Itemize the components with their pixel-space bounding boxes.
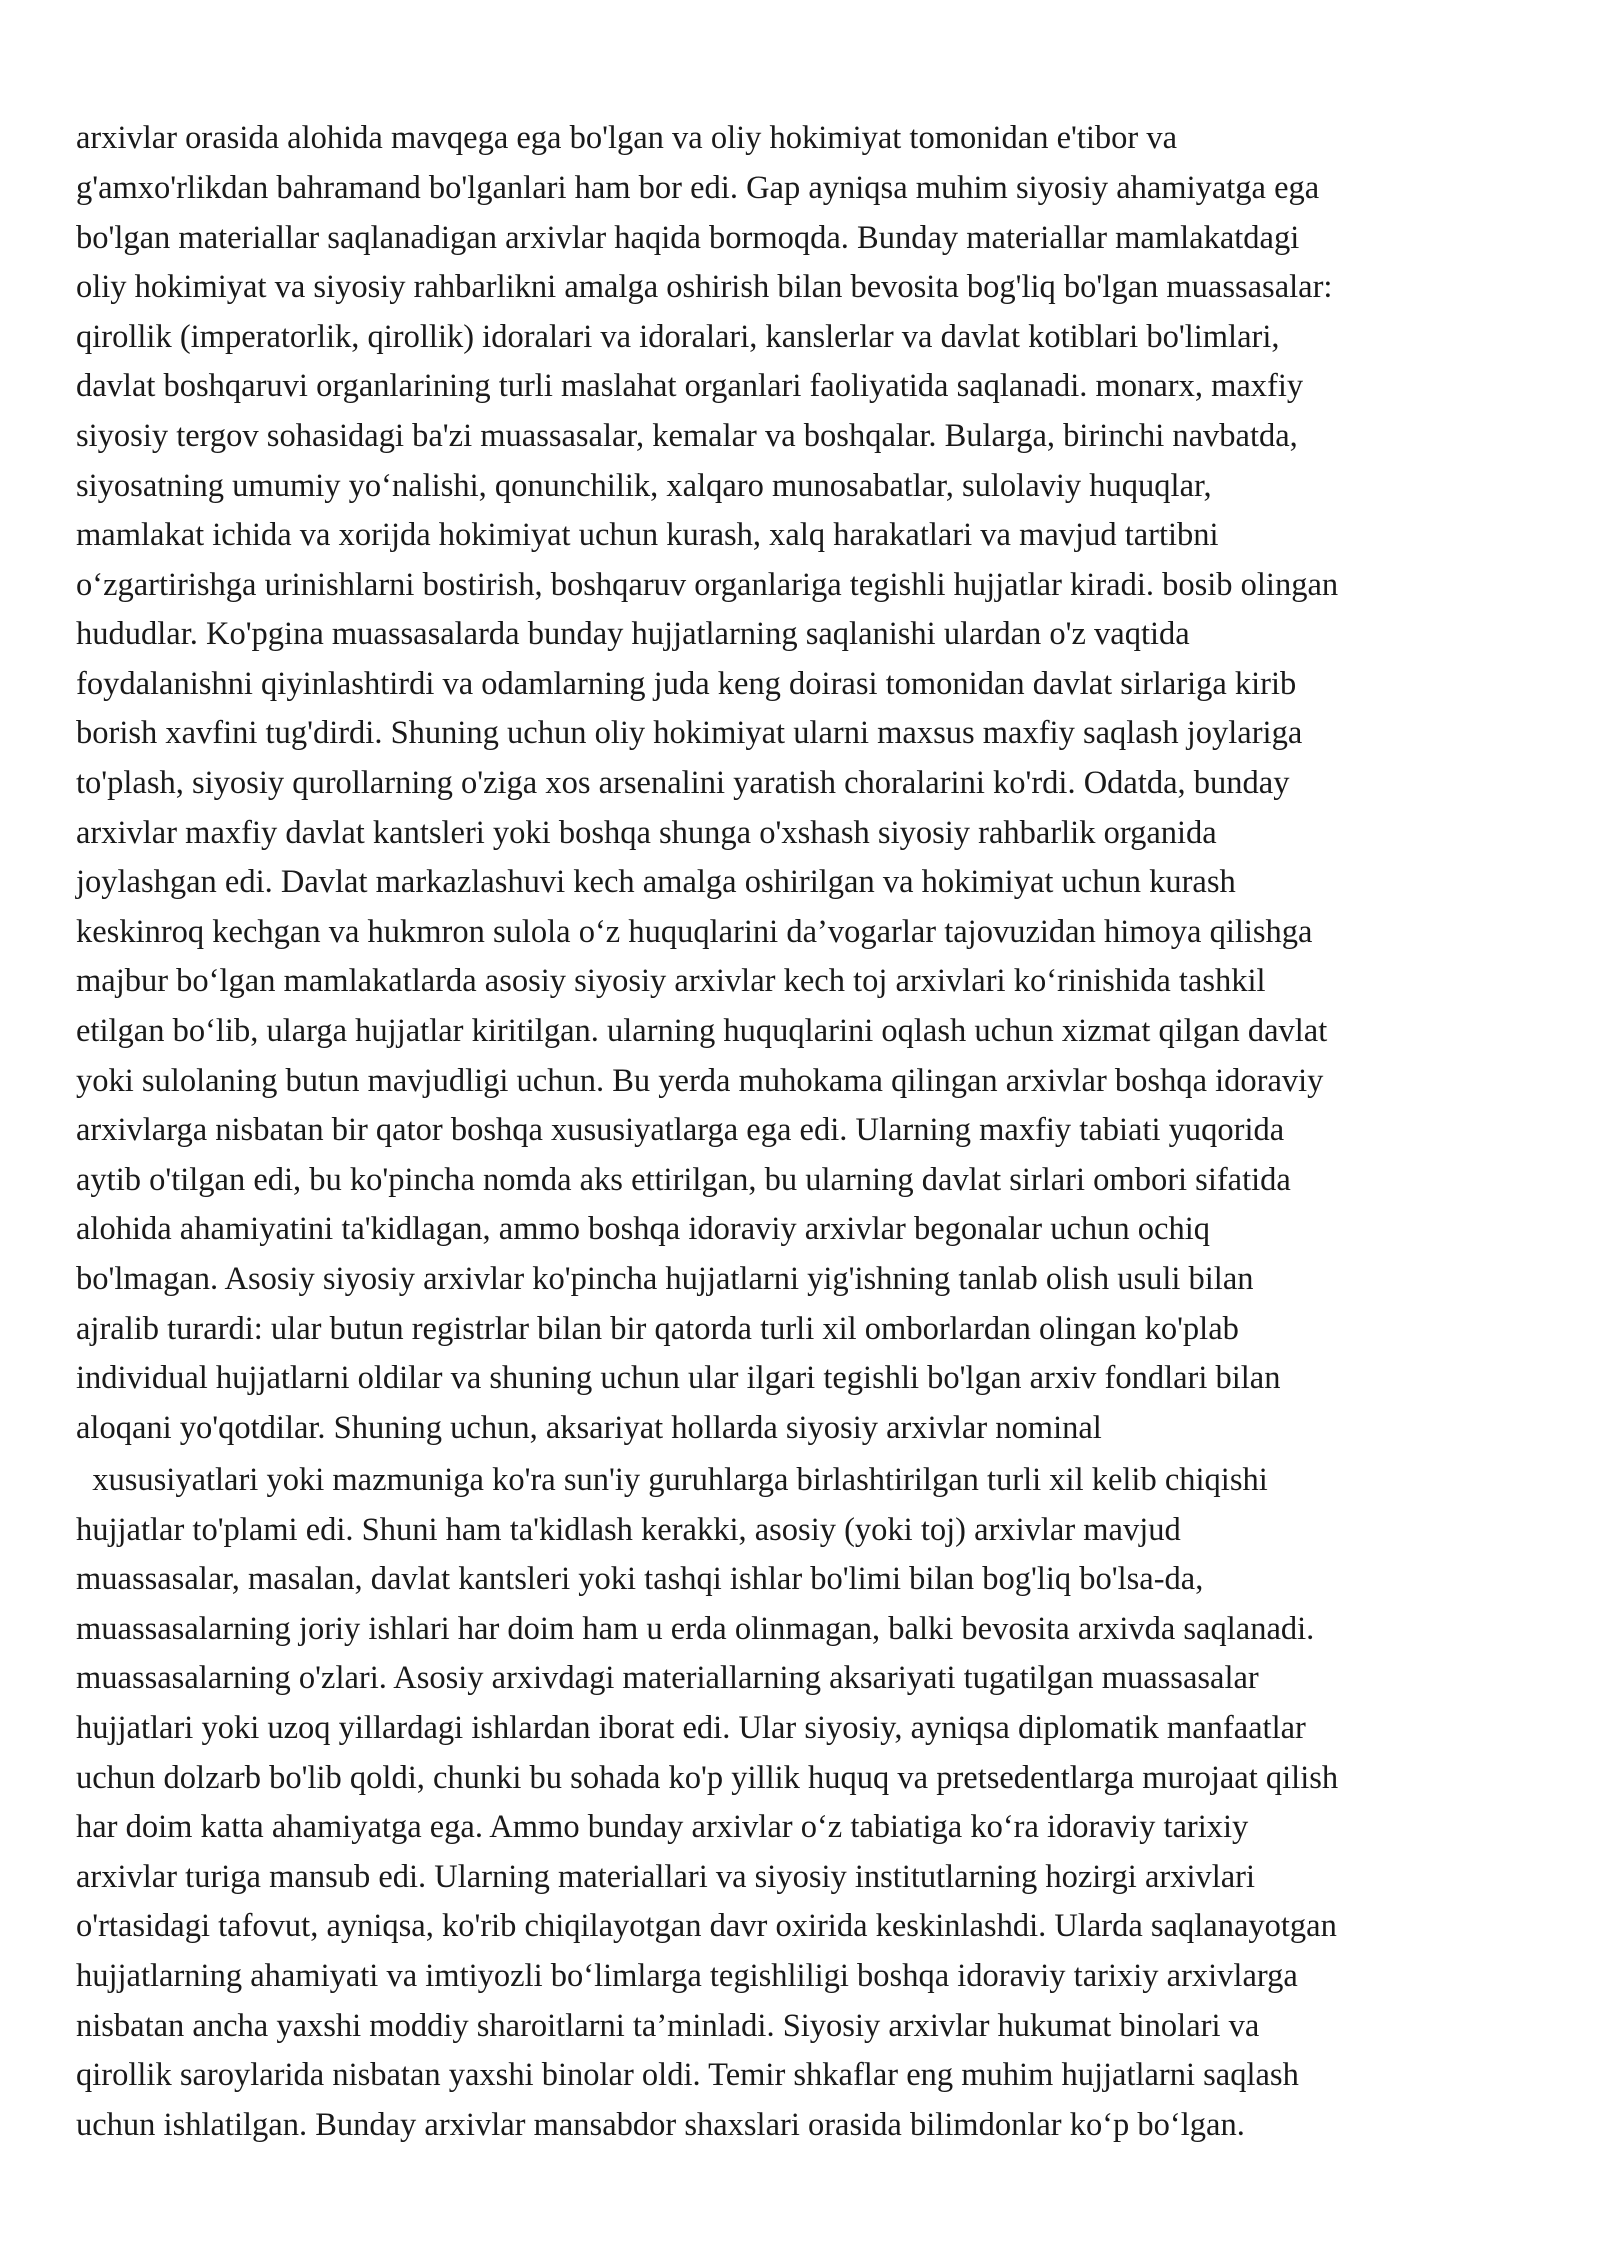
text-line: o'rtasidagi tafovut, ayniqsa, ko'rib chiqilayotgan davr oxirida keskinlashdi. Ularda saqlanayotgan (76, 1908, 1337, 1944)
text-line: xususiyatlari yoki mazmuniga ko'ra sun'iy guruhlarga birlashtirilgan turli xil kelib chiqishi (76, 1462, 1268, 1498)
text-line: aytib o'tilgan edi, bu ko'pincha nomda aks ettirilgan, bu ularning davlat sirlari ombori sifatida (76, 1162, 1291, 1198)
text-line: uchun dolzarb bo'lib qoldi, chunki bu sohada ko'p yillik huquq va pretsedentlarga murojaat qilish (76, 1760, 1339, 1796)
text-line: arxivlar orasida alohida mavqega ega bo'lgan va oliy hokimiyat tomonidan e'tibor va (76, 120, 1178, 156)
text-line: arxivlar maxfiy davlat kantsleri yoki boshqa shunga o'xshash siyosiy rahbarlik organida (76, 815, 1217, 851)
text-line: siyosiy tergov sohasidagi ba'zi muassasalar, kemalar va boshqalar. Bularga, birinchi navbatda, (76, 418, 1298, 454)
text-line: nisbatan ancha yaxshi moddiy sharoitlarni ta’minladi. Siyosiy arxivlar hukumat binolari va (76, 2008, 1260, 2044)
text-line: etilgan bo‘lib, ularga hujjatlar kiritilgan. ularning huquqlarini oqlash uchun xizmat qilgan davlat (76, 1013, 1328, 1049)
text-line: aloqani yo'qotdilar. Shuning uchun, aksariyat hollarda siyosiy arxivlar nominal (76, 1410, 1102, 1446)
text-line: o‘zgartirishga urinishlarni bostirish, boshqaruv organlariga tegishli hujjatlar kiradi. bosib olingan (76, 567, 1339, 603)
text-line: siyosatning umumiy yo‘nalishi, qonunchilik, xalqaro munosabatlar, sulolaviy huquqlar, (76, 468, 1212, 504)
text-line: davlat boshqaruvi organlarining turli maslahat organlari faoliyatida saqlanadi. monarx, maxfiy (76, 368, 1304, 404)
text-line: foydalanishni qiyinlashtirdi va odamlarning juda keng doirasi tomonidan davlat sirlariga kirib (76, 666, 1297, 702)
text-line: hujjatlar to'plami edi. Shuni ham ta'kidlash kerakki, asosiy (yoki toj) arxivlar mavjud (76, 1512, 1181, 1548)
text-line: muassasalarning joriy ishlari har doim ham u erda olinmagan, balki bevosita arxivda saqlanadi. (76, 1611, 1315, 1647)
text-line: uchun ishlatilgan. Bunday arxivlar mansabdor shaxslari orasida bilimdonlar ko‘p bo‘lgan. (76, 2107, 1245, 2143)
text-line: arxivlar turiga mansub edi. Ularning materiallari va siyosiy institutlarning hozirgi arxivlari (76, 1859, 1256, 1895)
text-line: mamlakat ichida va xorijda hokimiyat uchun kurash, xalq harakatlari va mavjud tartibni (76, 517, 1219, 553)
text-line: arxivlarga nisbatan bir qator boshqa xususiyatlarga ega edi. Ularning maxfiy tabiati yuqorida (76, 1112, 1285, 1148)
text-line: har doim katta ahamiyatga ega. Ammo bunday arxivlar o‘z tabiatiga ko‘ra idoraviy tarixiy (76, 1809, 1249, 1845)
text-line: qirollik (imperatorlik, qirollik) idoralari va idoralari, kanslerlar va davlat kotiblari bo'limlari, (76, 319, 1280, 355)
text-line: majbur bo‘lgan mamlakatlarda asosiy siyosiy arxivlar kech toj arxivlari ko‘rinishida tashkil (76, 963, 1266, 999)
text-line: to'plash, siyosiy qurollarning o'ziga xos arsenalini yaratish choralarini ko'rdi. Odatda, bunday (76, 765, 1290, 801)
text-line: keskinroq kechgan va hukmron sulola o‘z huquqlarini da’vogarlar tajovuzidan himoya qilishga (76, 914, 1313, 950)
text-line: oliy hokimiyat va siyosiy rahbarlikni amalga oshirish bilan bevosita bog'liq bo'lgan muassasalar: (76, 269, 1333, 305)
text-line: muassasalarning o'zlari. Asosiy arxivdagi materiallarning aksariyati tugatilgan muassasalar (76, 1660, 1259, 1696)
text-line: hududlar. Ko'pgina muassasalarda bunday hujjatlarning saqlanishi ulardan o'z vaqtida (76, 616, 1190, 652)
text-line: hujjatlarning ahamiyati va imtiyozli bo‘limlarga tegishliligi boshqa idoraviy tarixiy arxivlarga (76, 1958, 1298, 1994)
text-line: hujjatlari yoki uzoq yillardagi ishlardan iborat edi. Ular siyosiy, ayniqsa diplomatik manfaatlar (76, 1710, 1306, 1746)
text-line: alohida ahamiyatini ta'kidlagan, ammo boshqa idoraviy arxivlar begonalar uchun ochiq (76, 1211, 1210, 1247)
text-line: ajralib turardi: ular butun registrlar bilan bir qatorda turli xil omborlardan olingan ko'plab (76, 1311, 1239, 1347)
text-line: bo'lmagan. Asosiy siyosiy arxivlar ko'pincha hujjatlarni yig'ishning tanlab olish usuli bilan (76, 1261, 1254, 1297)
text-line: qirollik saroylarida nisbatan yaxshi binolar oldi. Temir shkaflar eng muhim hujjatlarni saqlash (76, 2057, 1299, 2093)
text-line: individual hujjatlarni oldilar va shuning uchun ular ilgari tegishli bo'lgan arxiv fondlari bilan (76, 1360, 1281, 1396)
text-line: borish xavfini tug'dirdi. Shuning uchun oliy hokimiyat ularni maxsus maxfiy saqlash joylariga (76, 715, 1303, 751)
text-line: joylashgan edi. Davlat markazlashuvi kech amalga oshirilgan va hokimiyat uchun kurash (76, 864, 1236, 900)
text-line: bo'lgan materiallar saqlanadigan arxivlar haqida bormoqda. Bunday materiallar mamlakatdagi (76, 220, 1300, 256)
text-line: yoki sulolaning butun mavjudligi uchun. Bu yerda muhokama qilingan arxivlar boshqa idoraviy (76, 1063, 1324, 1099)
text-line: muassasalar, masalan, davlat kantsleri yoki tashqi ishlar bo'limi bilan bog'liq bo'lsa-da, (76, 1561, 1204, 1597)
text-line: g'amxo'rlikdan bahramand bo'lganlari ham bor edi. Gap ayniqsa muhim siyosiy ahamiyatga ega (76, 170, 1320, 206)
